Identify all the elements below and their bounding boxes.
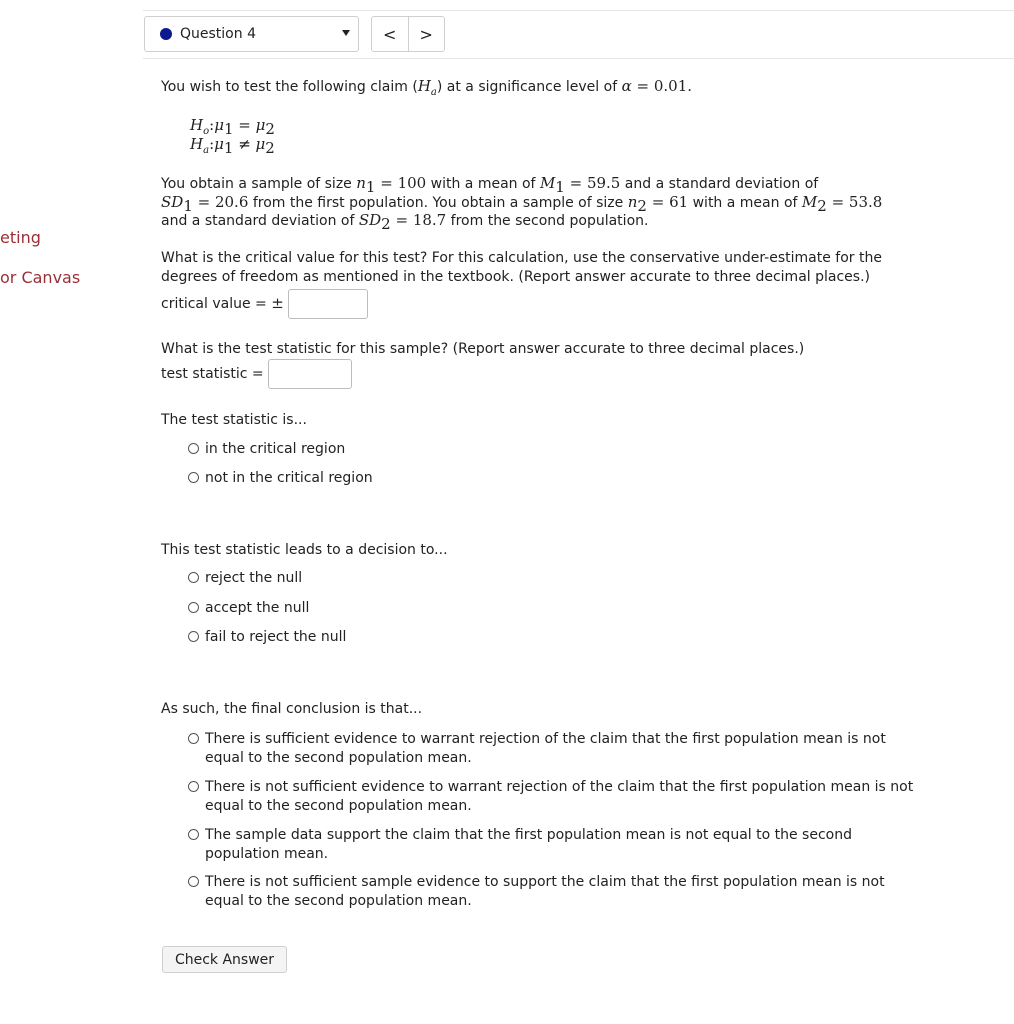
next-question-button[interactable]: > [408,17,445,51]
test-statistic-row [161,358,352,390]
question-nav [371,16,445,52]
question-selector-label: Question 4 [180,26,256,42]
radio-option-accept-null[interactable]: accept the null [188,599,309,618]
test-statistic-prompt: What is the test statistic for this sample? (Report answer accurate to three decimal places.) [161,341,805,357]
m2-value: 53.8 [848,193,883,211]
region-prompt: The test statistic is... [161,412,307,428]
radio-option-conclusion-3[interactable]: The sample data support the claim that the first population mean is not equal to the second population mean. [188,826,915,864]
critical-value-label: critical value = [161,296,272,312]
sample-description-line1: You obtain a sample of size $n_1 = 100$ with a mean of $M_1 = 59.5$ and a standard deviation of [161,174,819,196]
claim-statement: You wish to test the following claim $(H_a)$ at a significance level of α = 0.01. [161,77,693,98]
critical-value-input[interactable] [288,289,368,319]
radio-option-conclusion-4[interactable]: There is not sufficient sample evidence to support the claim that the first population mean is not equal to the second population mean. [188,873,915,911]
alternative-hypothesis: $H_a:\mu_1 \ne \mu_2$ [190,135,275,157]
radio-option-fail-to-reject-null[interactable]: fail to reject the null [188,628,346,647]
null-hypothesis: $H_o:\mu_1 = \mu_2$ [190,116,275,138]
conclusion-prompt: As such, the final conclusion is that... [161,701,423,717]
prev-question-button[interactable]: < [383,24,397,44]
sample-description-line3: and a standard deviation of $SD_2 = 18.7$ from the second population. [161,211,649,233]
radio-button[interactable] [188,472,199,483]
dropdown-arrow-icon [342,30,350,36]
radio-button[interactable] [188,829,199,840]
sd2-value: 18.7 [412,211,447,229]
sidebar-link-canvas[interactable]: or Canvas [0,268,81,287]
sd1-value: 20.6 [214,193,249,211]
question-selector[interactable] [144,16,359,52]
radio-button[interactable] [188,733,199,744]
plus-minus-symbol: ± [271,294,284,312]
radio-button[interactable] [188,781,199,792]
nav-divider [143,58,1014,59]
n1-value: 100 [397,174,427,192]
radio-option-not-in-critical-region[interactable]: not in the critical region [188,469,373,488]
radio-option-conclusion-1[interactable]: There is sufficient evidence to warrant rejection of the claim that the first population mean is not equal to the second population mean. [188,730,915,768]
test-statistic-label: test statistic = [161,366,269,382]
critical-value-prompt-2: degrees of freedom as mentioned in the textbook. (Report answer accurate to three decimal places.) [161,269,870,285]
critical-value-prompt-1: What is the critical value for this test? For this calculation, use the conservative under-estimate for the [161,250,882,266]
decision-prompt: This test statistic leads to a decision to... [161,542,448,558]
n2-value: 61 [669,193,689,211]
radio-option-reject-null[interactable]: reject the null [188,569,302,588]
critical-value-row [161,287,368,320]
check-answer-button[interactable]: Check Answer [162,946,287,973]
radio-button[interactable] [188,443,199,454]
status-dot-icon [160,28,172,40]
radio-option-conclusion-2[interactable]: There is not sufficient evidence to warrant rejection of the claim that the first population mean is not equal to the second population mean. [188,778,915,816]
radio-button[interactable] [188,876,199,887]
radio-button[interactable] [188,602,199,613]
top-divider [143,10,1014,11]
sidebar-link-meeting[interactable]: eting [0,228,41,247]
alpha-value: 0.01 [653,77,688,95]
radio-button[interactable] [188,631,199,642]
m1-value: 59.5 [586,174,621,192]
radio-option-in-critical-region[interactable]: in the critical region [188,440,345,459]
test-statistic-input[interactable] [268,359,352,389]
radio-button[interactable] [188,572,199,583]
sample-description-line2: $SD_1 = 20.6$ from the first population. You obtain a sample of size $n_2 = 61$ with a mean of $M_2 = 53.8$ [161,193,883,215]
